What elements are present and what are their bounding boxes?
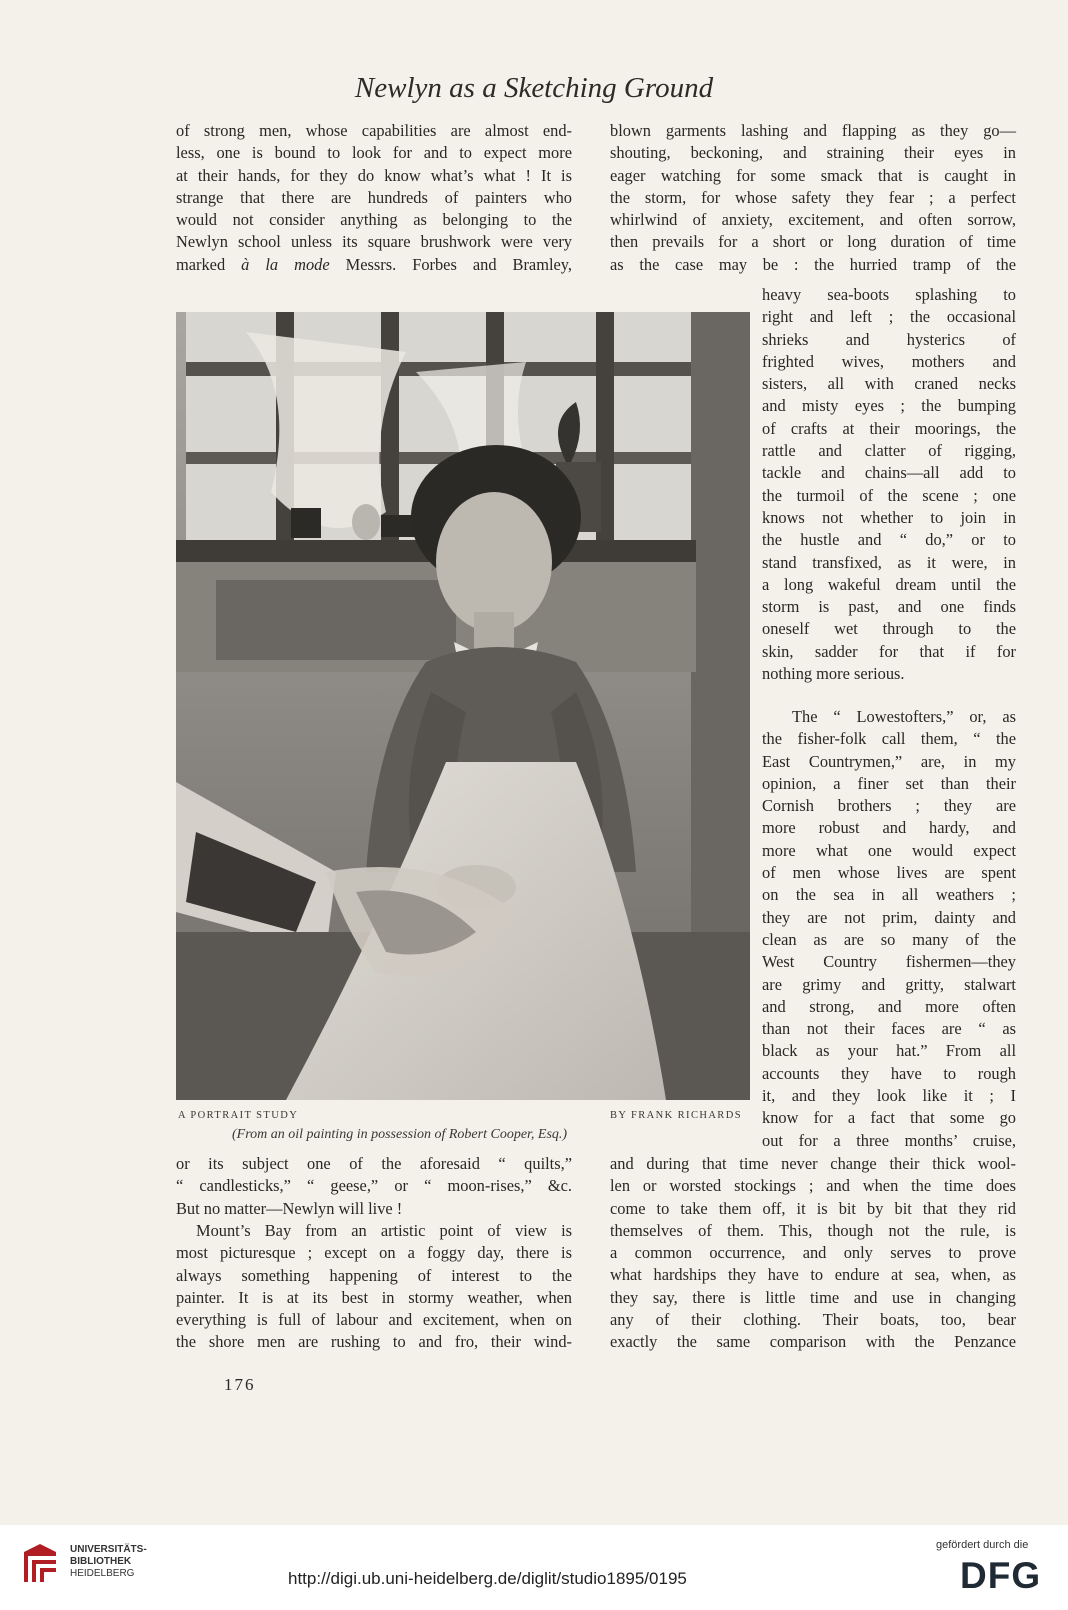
caption-artist: BY FRANK RICHARDS [610,1110,742,1121]
text-line: accounts they have to rough [762,1063,1016,1083]
text-line: and strong, and more often [762,996,1016,1016]
text-line: the shore men are rushing to and fro, their wind- [176,1332,572,1352]
text-line: it, and they look like it ; I [762,1086,1016,1106]
left-column-bottom-paragraph-1 [176,1153,572,1220]
text-line: come to take them off, it is bit by bit that they rid [610,1198,1016,1218]
text-line: are grimy and gritty, stalwart [762,974,1016,994]
right-column-top-paragraph [610,120,1016,276]
text-line: “ candlesticks,” “ geese,” or “ moon-rises,” &c. [176,1176,572,1196]
text-line: whirlwind of anxiety, excitement, and often sorrow, [610,210,1016,230]
text-line: stand transfixed, as it were, in [762,552,1016,572]
text-line: a long wakeful dream until the [762,574,1016,594]
text-line: East Countrymen,” are, in my [762,751,1016,771]
text-line: a common occurrence, and only serves to prove [610,1243,1016,1263]
text-line [176,254,572,276]
text-line: would not consider anything as belonging to the [176,210,572,230]
text-line: shouting, beckoning, and straining their eyes in [610,143,1016,163]
text-line: and during that time never change their thick wool- [610,1154,1016,1173]
portrait-painting-graphic [176,312,750,1100]
text-line: painter. It is at its best in stormy weather, when [176,1287,572,1307]
text-line: at their hands, for they do know what’s what ! It is [176,165,572,185]
text-line: The “ Lowestofters,” or, as [792,707,1016,726]
text-line: storm is past, and one finds [762,597,1016,617]
text-line: most picturesque ; except on a foggy day, there is [176,1243,572,1263]
page-number: 176 [224,1375,256,1394]
library-name [70,1544,147,1580]
right-column-bottom-paragraph [610,1153,1016,1354]
text-line: West Country fishermen—they [762,952,1016,972]
page-title: Newlyn as a Sketching Ground [354,72,714,104]
text-line: always something happening of interest to the [176,1265,572,1285]
text-line: black as your hat.” From all [762,1041,1016,1061]
text-line: then prevails for a short or long duration of time [610,232,1016,252]
text-line: of crafts at their moorings, the [762,418,1016,438]
text-line: eager watching for some smack that is caught in [610,165,1016,185]
text-line: shrieks and hysterics of [762,329,1016,349]
library-name-line: HEIDELBERG [70,1568,135,1579]
text-line: Mount’s Bay from an artistic point of view is [196,1221,572,1240]
text-line: as the case may be : the hurried tramp of the [610,254,1016,274]
text-line: tackle and chains—all add to [762,463,1016,483]
text-line: frighted wives, mothers and [762,351,1016,371]
funded-by-label: gefördert durch die [936,1539,1029,1551]
text-line: out for a three months’ cruise, [762,1130,1016,1150]
text-line: the hustle and “ do,” or to [762,530,1016,550]
text-line: more robust and hardy, and [762,818,1016,838]
text-line: knows not whether to join in [762,507,1016,527]
text-line: the storm, for whose safety they fear ; a perfect [610,187,1016,207]
source-url-link[interactable]: http://digi.ub.uni-heidelberg.de/diglit/studio1895/0195 [288,1569,687,1588]
text-line: strange that there are hundreds of painters who [176,187,572,207]
text-line: nothing more serious. [762,664,905,684]
text-line: Newlyn school unless its square brushwork were very [176,232,572,252]
text-line: and misty eyes ; the bumping [762,396,1016,416]
text-line: of men whose lives are spent [762,863,1016,883]
italic-phrase: à la mode [241,254,330,274]
library-name-line: UNIVERSITÄTS- [70,1544,147,1555]
text-line: opinion, a finer set than their [762,773,1016,793]
text-line: what hardships they have to endure at sea, when, as [610,1265,1016,1285]
text-line: the fisher-folk call them, “ the [762,729,1016,749]
text-line: blown garments lashing and flapping as they go— [610,121,1016,140]
text-fragment: marked [176,254,242,274]
narrow-column-paragraph-2 [762,706,1016,1152]
library-logo-icon [20,1542,60,1586]
text-line: than not their faces are “ as [762,1019,1016,1039]
text-line: more what one would expect [762,840,1016,860]
text-line: on the sea in all weathers ; [762,885,1016,905]
text-line: len or worsted stockings ; and when the time does [610,1176,1016,1196]
caption-credit: (From an oil painting in possession of Robert Cooper, Esq.) [232,1127,568,1142]
text-line: skin, sadder for that if for [762,641,1016,661]
text-line: themselves of them. This, though not the rule, is [610,1220,1016,1240]
text-line: right and left ; the occasional [762,307,1016,327]
digitization-footer [0,1525,1068,1610]
text-line: oneself wet through to the [762,619,1016,639]
text-line: heavy sea-boots splashing to [762,285,1016,304]
text-line: they say, there is little time and use in changing [610,1287,1016,1307]
text-line: clean as are so many of the [762,929,1016,949]
text-line: the turmoil of the scene ; one [762,485,1016,505]
portrait-illustration [176,312,750,1100]
left-column-top-paragraph [176,120,572,276]
text-line: rattle and clatter of rigging, [762,441,1016,461]
text-line: any of their clothing. Their boats, too, bear [610,1310,1016,1330]
text-fragment: Messrs. Forbes and Bramley, [329,254,573,274]
text-line: exactly the same comparison with the Penzance [610,1332,1016,1352]
dfg-logo: DFG [960,1555,1042,1596]
text-line: they are not prim, dainty and [762,907,1016,927]
text-line: or its subject one of the aforesaid “ quilts,” [176,1154,572,1173]
library-name-line: BIBLIOTHEK [70,1556,132,1567]
text-line: everything is full of labour and excitement, when on [176,1310,572,1330]
text-line: less, one is bound to look for and to expect more [176,143,572,163]
left-column-bottom-paragraph-2 [176,1220,572,1354]
narrow-column-paragraph-1 [762,284,1016,685]
text-line: of strong men, whose capabilities are almost end- [176,121,572,140]
caption-title: A PORTRAIT STUDY [178,1110,299,1121]
text-line: But no matter—Newlyn will live ! [176,1198,403,1218]
text-line: know for a fact that some go [762,1108,1016,1128]
text-line: Cornish brothers ; they are [762,796,1016,816]
text-line: sisters, all with craned necks [762,374,1016,394]
